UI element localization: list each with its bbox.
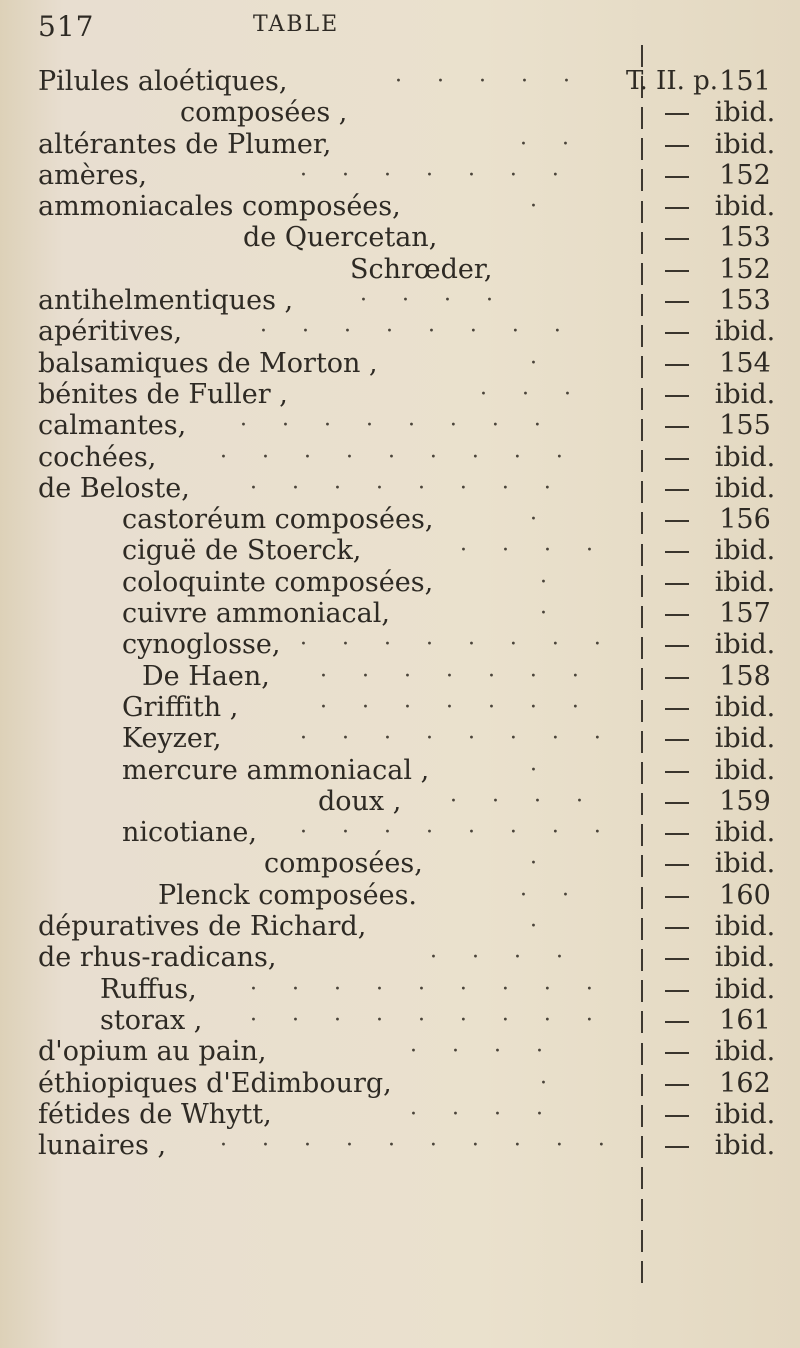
- entry-label: nicotiane,: [122, 817, 257, 849]
- page-reference: 156: [719, 504, 771, 536]
- page-reference: 161: [719, 1004, 771, 1036]
- entry-label: mercure ammoniacal ,: [122, 754, 430, 786]
- page-reference: ibid.: [714, 754, 776, 786]
- leader-dots: ·: [540, 1070, 561, 1096]
- index-entry: [0, 191, 800, 222]
- page-reference: ibid.: [714, 535, 776, 567]
- index-entry: [0, 129, 800, 160]
- ditto-dash: [665, 176, 689, 178]
- ditto-dash: [665, 551, 689, 553]
- page-reference: ibid.: [714, 97, 776, 129]
- page-reference: 153: [719, 222, 771, 254]
- ditto-dash: [665, 332, 689, 334]
- ditto-dash: [665, 426, 689, 428]
- rule-segment: [641, 1167, 643, 1189]
- ditto-dash: [665, 458, 689, 460]
- page-reference: ibid.: [714, 378, 776, 410]
- page-reference: ibid.: [714, 629, 776, 661]
- page-reference: 160: [719, 879, 771, 911]
- entry-label: coloquinte composées,: [122, 566, 434, 598]
- ditto-dash: [665, 1052, 689, 1054]
- ditto-dash: [665, 614, 689, 616]
- leader-dots: ·: [540, 601, 561, 627]
- entry-label: De Haen,: [142, 660, 270, 692]
- page-reference: ibid.: [714, 1098, 776, 1130]
- ditto-dash: [665, 238, 689, 240]
- page-reference: ibid.: [714, 911, 776, 943]
- leader-dots: · · · · · · · ·: [240, 413, 555, 439]
- leader-dots: · · · ·: [360, 288, 507, 314]
- index-entry: [0, 97, 800, 128]
- index-entry: [0, 379, 800, 410]
- rule-segment: [641, 1230, 643, 1252]
- ditto-dash: [665, 677, 689, 679]
- index-entry: [0, 316, 800, 347]
- leader-dots: · · · ·: [410, 1101, 557, 1127]
- index-entry: [0, 442, 800, 473]
- entry-label: Keyzer,: [122, 723, 222, 755]
- ditto-dash: [665, 990, 689, 992]
- index-entry: [0, 880, 800, 911]
- leader-dots: ·: [530, 350, 551, 376]
- entry-label: ciguë de Stoerck,: [122, 535, 362, 567]
- ditto-dash: [665, 896, 689, 898]
- page-reference: ibid.: [714, 691, 776, 723]
- rule-segment: [641, 1261, 643, 1283]
- leader-dots: · · · ·: [430, 945, 577, 971]
- leader-dots: · · · · · · · · · ·: [220, 1133, 619, 1159]
- leader-dots: · ·: [520, 131, 583, 157]
- ditto-dash: [665, 1146, 689, 1148]
- ditto-dash: [665, 739, 689, 741]
- entry-label: éthiopiques d'Edimbourg,: [38, 1067, 392, 1099]
- ditto-dash: [665, 864, 689, 866]
- ditto-dash: [665, 583, 689, 585]
- ditto-dash: [665, 645, 689, 647]
- leader-dots: ·: [540, 569, 561, 595]
- leader-dots: ·: [530, 757, 551, 783]
- entry-label: balsamiques de Morton ,: [38, 347, 378, 379]
- page-reference: 162: [719, 1067, 771, 1099]
- page-reference: ibid.: [714, 191, 776, 223]
- entry-label: cynoglosse,: [122, 629, 281, 661]
- ditto-dash: [665, 802, 689, 804]
- ditto-dash: [665, 489, 689, 491]
- leader-dots: · · · · · · ·: [320, 694, 593, 720]
- entry-label: fétides de Whytt,: [38, 1098, 272, 1130]
- leader-dots: · · · ·: [460, 538, 607, 564]
- leader-dots: · · · · · · · · ·: [250, 1007, 607, 1033]
- ditto-dash: [665, 395, 689, 397]
- entry-label: composées ,: [180, 97, 348, 129]
- index-entry: [0, 410, 800, 441]
- page-reference: 158: [719, 660, 771, 692]
- page-reference: ibid.: [714, 316, 776, 348]
- entry-label: d'opium au pain,: [38, 1036, 267, 1068]
- ditto-dash: [665, 1115, 689, 1117]
- page-reference: 157: [719, 598, 771, 630]
- entry-label: cochées,: [38, 441, 157, 473]
- ditto-dash: [665, 207, 689, 209]
- index-entry: [0, 817, 800, 848]
- index-entry: [0, 723, 800, 754]
- index-entry: [0, 535, 800, 566]
- leader-dots: · · · · · · ·: [300, 162, 573, 188]
- leader-dots: · · · ·: [410, 1039, 557, 1065]
- leader-dots: · · · · · · · · ·: [220, 444, 577, 470]
- page-reference: ibid.: [714, 128, 776, 160]
- page-reference: ibid.: [714, 973, 776, 1005]
- volume-reference: T. II. p.: [626, 66, 719, 96]
- index-entry: [0, 1099, 800, 1130]
- ditto-dash: [665, 833, 689, 835]
- entry-label: apéritives,: [38, 316, 183, 348]
- ditto-dash: [665, 958, 689, 960]
- leader-dots: · · · · · · ·: [320, 663, 593, 689]
- leader-dots: · · · · · · · ·: [300, 820, 615, 846]
- page-reference: 152: [719, 159, 771, 191]
- page-reference: ibid.: [714, 848, 776, 880]
- index-entry: [0, 1130, 800, 1161]
- page-reference: ibid.: [714, 1130, 776, 1162]
- leader-dots: · · · · · · · ·: [300, 726, 615, 752]
- index-entry: [0, 942, 800, 973]
- index-entry: [0, 66, 800, 97]
- rule-segment: [641, 45, 643, 67]
- ditto-dash: [665, 301, 689, 303]
- entry-label: amères,: [38, 159, 148, 191]
- page-reference: ibid.: [714, 1036, 776, 1068]
- entry-label: ammoniacales composées,: [38, 191, 401, 223]
- index-entry: [0, 692, 800, 723]
- entry-label: storax ,: [100, 1004, 203, 1036]
- leader-dots: · · · · · · · ·: [260, 319, 575, 345]
- entry-label: antihelmentiques ,: [38, 285, 294, 317]
- ditto-dash: [665, 927, 689, 929]
- entry-label: calmantes,: [38, 410, 187, 442]
- page-reference: 152: [719, 253, 771, 285]
- entry-label: lunaires ,: [38, 1130, 167, 1162]
- ditto-dash: [665, 145, 689, 147]
- entry-label: de Beloste,: [38, 472, 190, 504]
- page-reference: ibid.: [714, 566, 776, 598]
- index-entry: [0, 661, 800, 692]
- ditto-dash: [665, 1021, 689, 1023]
- page-reference: 151: [719, 66, 771, 97]
- index-entry: [0, 348, 800, 379]
- entry-label: Griffith ,: [122, 691, 239, 723]
- entry-label: cuivre ammoniacal,: [122, 598, 390, 630]
- running-head: TABLE: [253, 12, 340, 37]
- index-entry: [0, 911, 800, 942]
- index-entry: [0, 974, 800, 1005]
- leader-dots: ·: [530, 914, 551, 940]
- index-entry: [0, 504, 800, 535]
- page-reference: 153: [719, 285, 771, 317]
- index-entry: [0, 755, 800, 786]
- page-number: 517: [38, 10, 95, 43]
- index-entry: [0, 1068, 800, 1099]
- page-reference: ibid.: [714, 723, 776, 755]
- entry-label: doux ,: [318, 785, 402, 817]
- page-reference: ibid.: [714, 441, 776, 473]
- page-reference: ibid.: [714, 817, 776, 849]
- entry-label: Plenck composées.: [158, 879, 418, 911]
- index-entry: [0, 786, 800, 817]
- leader-dots: ·: [530, 851, 551, 877]
- ditto-dash: [665, 520, 689, 522]
- entry-label: Pilules aloétiques,: [38, 66, 288, 97]
- index-entries: [0, 66, 800, 1161]
- ditto-dash: [665, 708, 689, 710]
- entry-label: bénites de Fuller ,: [38, 378, 288, 410]
- index-entry: [0, 567, 800, 598]
- ditto-dash: [665, 364, 689, 366]
- entry-label: altérantes de Plumer,: [38, 128, 332, 160]
- rule-segment: [641, 1199, 643, 1221]
- entry-label: castoréum composées,: [122, 504, 434, 536]
- ditto-dash: [665, 1084, 689, 1086]
- ditto-dash: [665, 270, 689, 272]
- leader-dots: · · · · ·: [395, 69, 584, 94]
- page-reference: 159: [719, 785, 771, 817]
- index-entry: [0, 598, 800, 629]
- index-entry: [0, 160, 800, 191]
- ditto-dash: [665, 113, 689, 115]
- index-entry: [0, 629, 800, 660]
- entry-label: de rhus-radicans,: [38, 942, 277, 974]
- page-reference: 154: [719, 347, 771, 379]
- index-entry: [0, 285, 800, 316]
- index-entry: [0, 848, 800, 879]
- index-entry: [0, 1036, 800, 1067]
- leader-dots: · ·: [520, 882, 583, 908]
- page-reference: ibid.: [714, 942, 776, 974]
- leader-dots: · · ·: [480, 381, 585, 407]
- page-reference: 155: [719, 410, 771, 442]
- entry-label: Ruffus,: [100, 973, 197, 1005]
- entry-label: de Quercetan,: [243, 222, 438, 254]
- leader-dots: ·: [530, 194, 551, 220]
- ditto-dash: [665, 771, 689, 773]
- entry-label: Schrœder,: [350, 253, 493, 285]
- index-entry: [0, 254, 800, 285]
- index-entry: [0, 1005, 800, 1036]
- leader-dots: · · · · · · · ·: [300, 632, 615, 658]
- leader-dots: · · · ·: [450, 788, 597, 814]
- leader-dots: · · · · · · · · ·: [250, 976, 607, 1002]
- entry-label: composées,: [264, 848, 423, 880]
- page-reference: ibid.: [714, 472, 776, 504]
- index-entry: [0, 473, 800, 504]
- leader-dots: · · · · · · · ·: [250, 475, 565, 501]
- index-entry: [0, 222, 800, 253]
- entry-label: dépuratives de Richard,: [38, 911, 367, 943]
- leader-dots: ·: [530, 507, 551, 533]
